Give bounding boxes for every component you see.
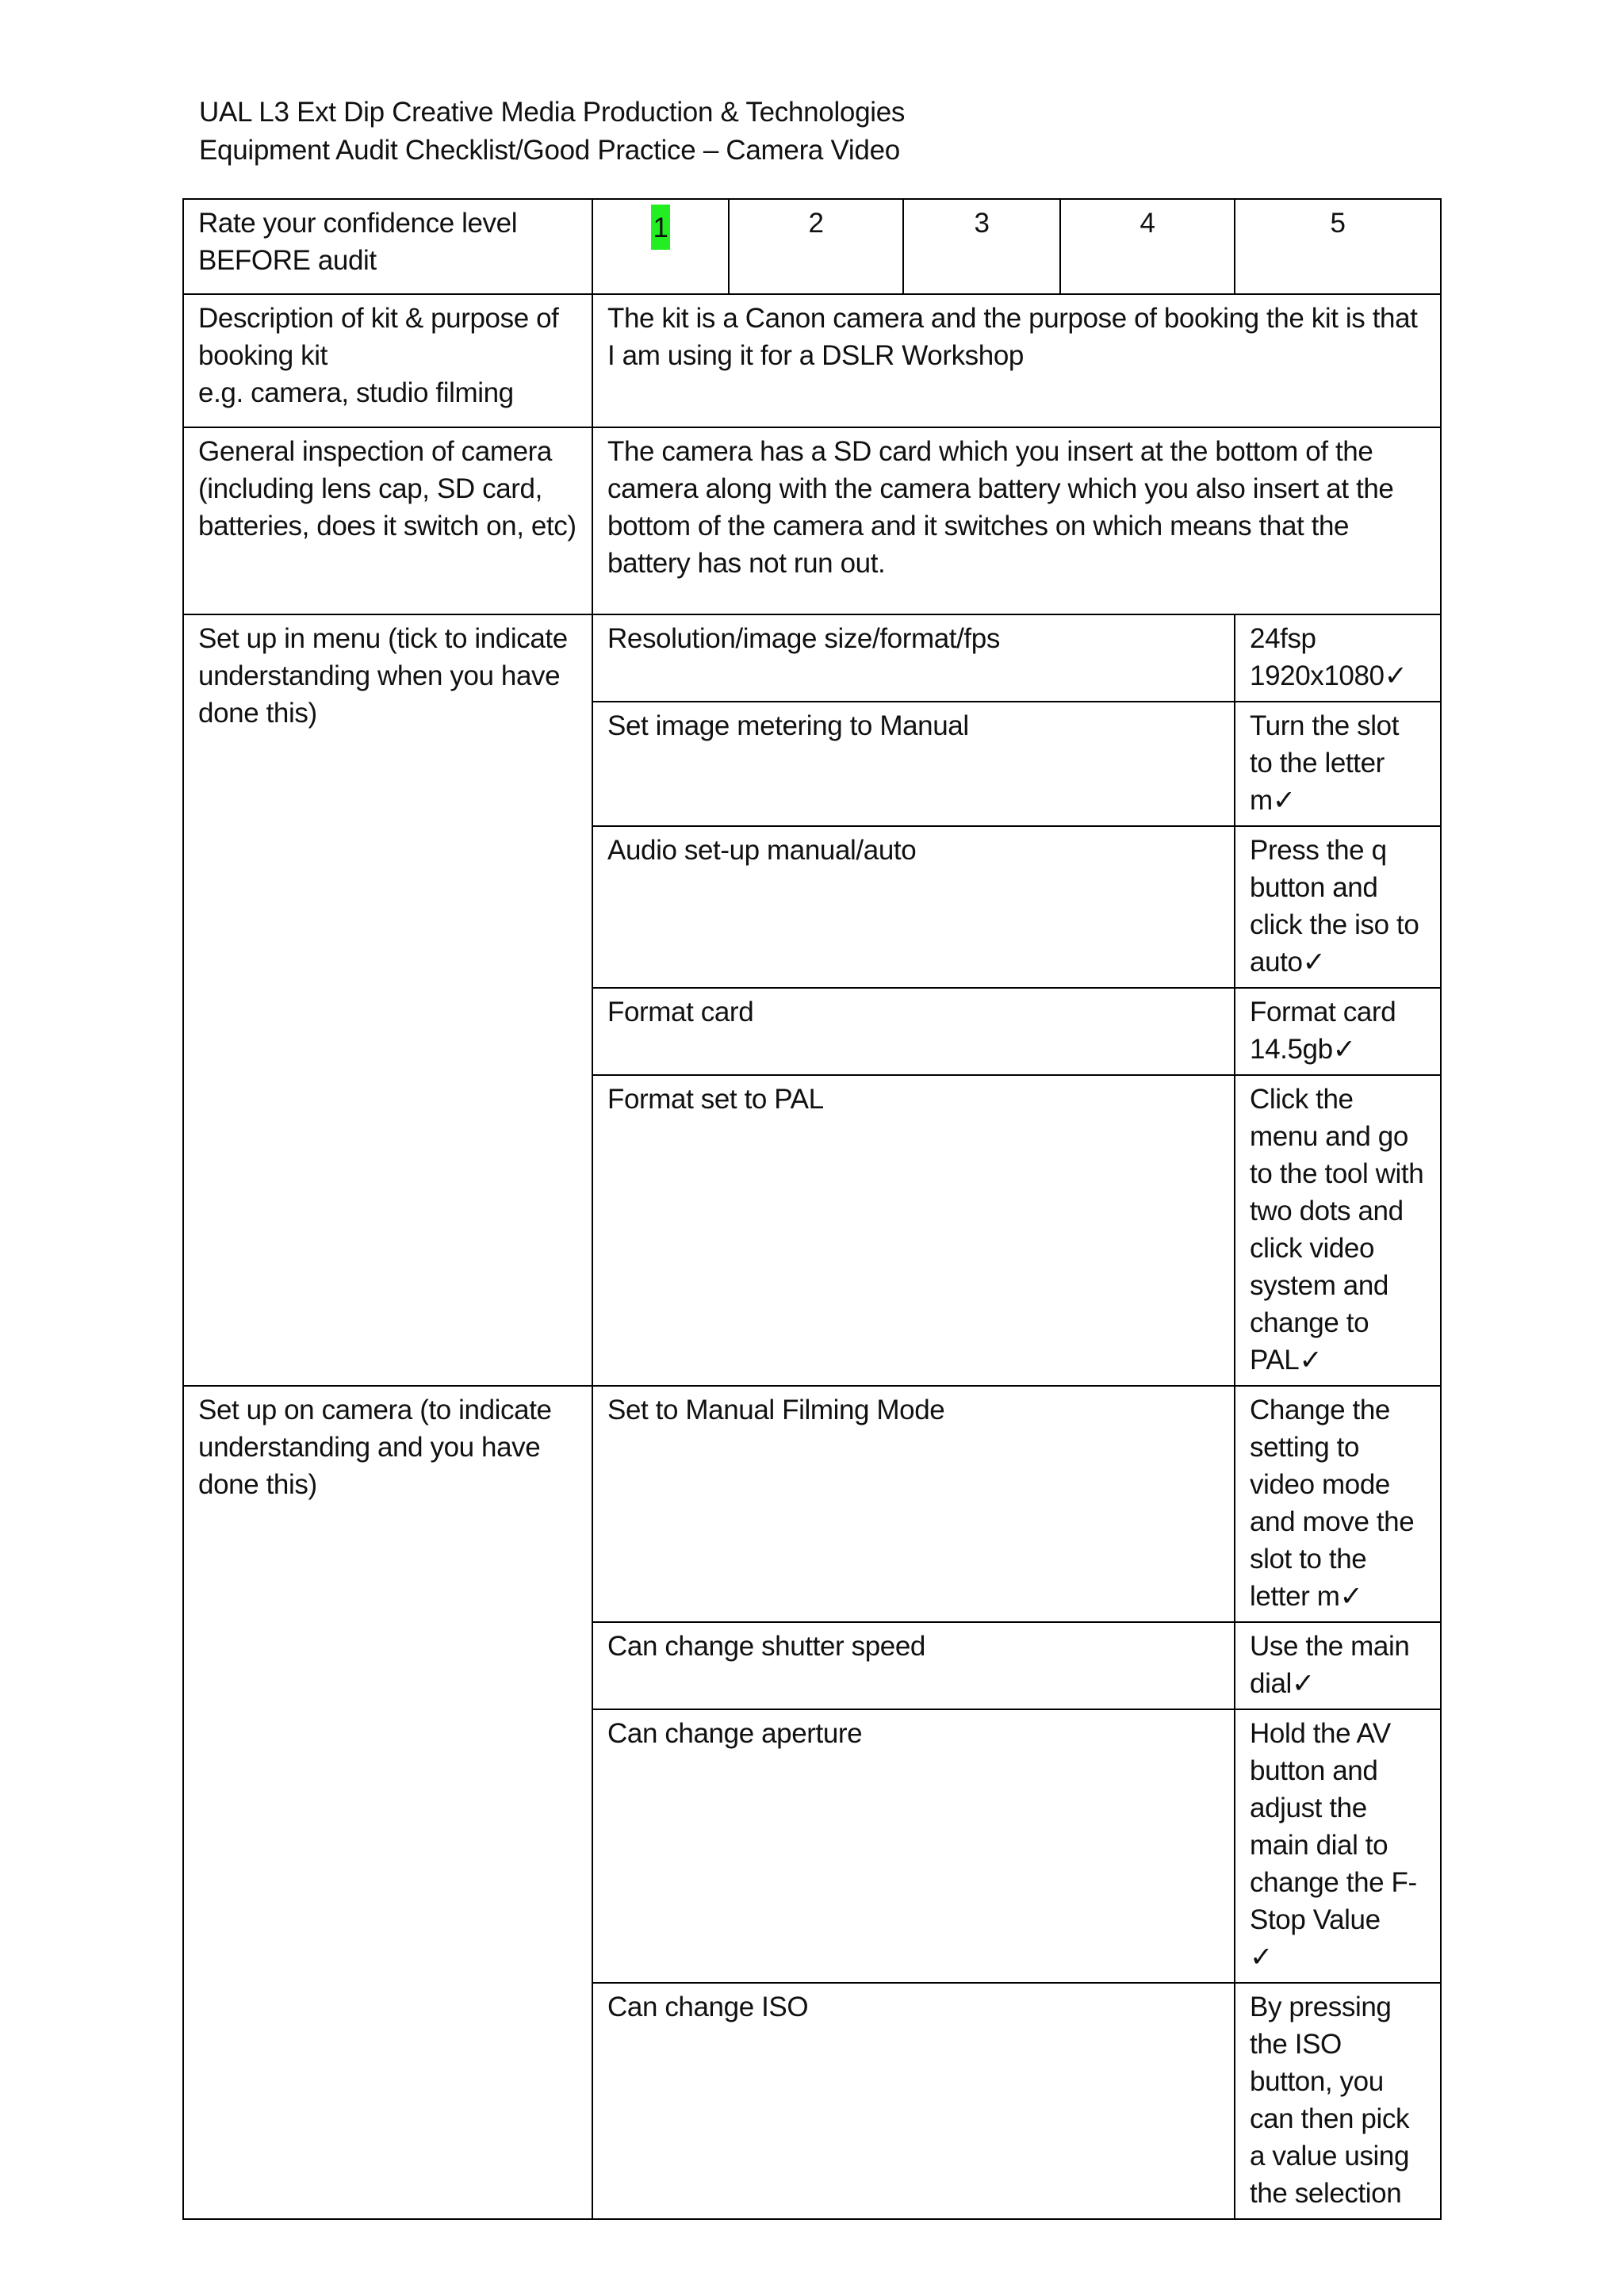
confidence-label: Rate your confidence level BEFORE audit — [183, 199, 592, 294]
camera-task: Can change ISO — [592, 1983, 1235, 2219]
menu-task: Set image metering to Manual — [592, 702, 1235, 826]
menu-setup-label: Set up in menu (tick to indicate understanding when you have done this) — [183, 614, 592, 1386]
rating-option-1[interactable] — [592, 199, 729, 294]
inspection-answer: The camera has a SD card which you insert at the bottom of the camera along with the camera battery which you also insert at the bottom of the camera and it switches on which means that the battery has not run out. — [592, 427, 1441, 614]
rating-option-4[interactable]: 4 — [1060, 199, 1235, 294]
menu-note: 24fsp 1920x1080✓ — [1235, 614, 1441, 702]
description-answer: The kit is a Canon camera and the purpose of booking the kit is that I am using it for a DSLR Workshop — [592, 294, 1441, 427]
camera-setup-row — [183, 1386, 1441, 1622]
menu-task: Format card — [592, 988, 1235, 1075]
audit-checklist-table — [182, 198, 1442, 2220]
rating-option-2[interactable]: 2 — [729, 199, 903, 294]
inspection-row — [183, 427, 1441, 614]
menu-note: Format card 14.5gb✓ — [1235, 988, 1441, 1075]
menu-note: Turn the slot to the letter m✓ — [1235, 702, 1441, 826]
menu-setup-row — [183, 614, 1441, 702]
rating-value-selected: 1 — [651, 205, 669, 250]
inspection-label: General inspection of camera (including lens cap, SD card, batteries, does it switch on, etc) — [183, 427, 592, 614]
menu-note: Click the menu and go to the tool with two dots and click video system and change to PAL✓ — [1235, 1075, 1441, 1386]
description-label: Description of kit & purpose of booking kit e.g. camera, studio filming — [183, 294, 592, 427]
document-title: Equipment Audit Checklist/Good Practice – Camera Video — [199, 135, 900, 166]
camera-task: Set to Manual Filming Mode — [592, 1386, 1235, 1622]
description-row — [183, 294, 1441, 427]
document-header — [199, 94, 905, 170]
menu-note: Press the q button and click the iso to auto✓ — [1235, 826, 1441, 988]
camera-note: By pressing the ISO button, you can then pick a value using the selection — [1235, 1983, 1441, 2219]
course-title: UAL L3 Ext Dip Creative Media Production & Technologies — [199, 97, 906, 128]
menu-task: Resolution/image size/format/fps — [592, 614, 1235, 702]
menu-task: Audio set-up manual/auto — [592, 826, 1235, 988]
camera-note: Change the setting to video mode and move the slot to the letter m✓ — [1235, 1386, 1441, 1622]
camera-note: Hold the AV button and adjust the main dial to change the F-Stop Value ✓ — [1235, 1709, 1441, 1983]
camera-task: Can change aperture — [592, 1709, 1235, 1983]
camera-note: Use the main dial✓ — [1235, 1622, 1441, 1709]
menu-task: Format set to PAL — [592, 1075, 1235, 1386]
confidence-row — [183, 199, 1441, 294]
camera-setup-label: Set up on camera (to indicate understanding and you have done this) — [183, 1386, 592, 2219]
camera-task: Can change shutter speed — [592, 1622, 1235, 1709]
rating-option-3[interactable]: 3 — [903, 199, 1060, 294]
rating-option-5[interactable]: 5 — [1235, 199, 1441, 294]
